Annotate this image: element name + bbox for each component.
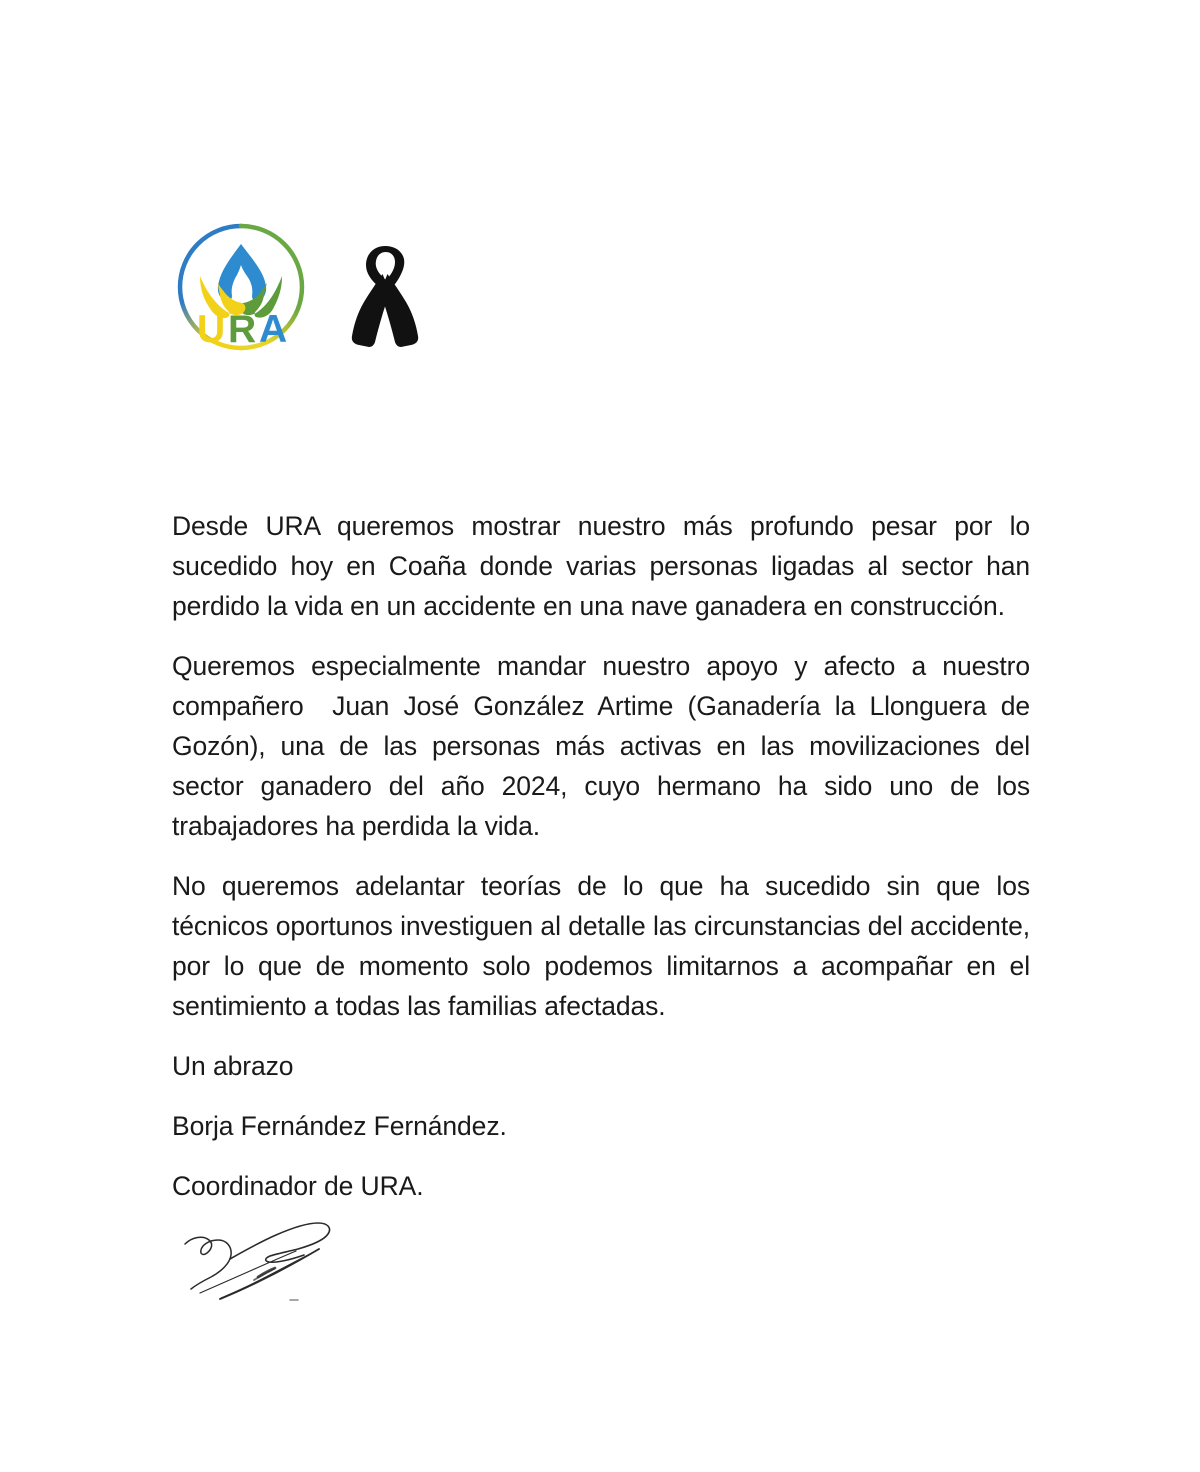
paragraph-1: Desde URA queremos mostrar nuestro más profundo pesar por lo sucedido hoy en Coaña donde varias personas ligadas al sector han perdido la vida en un accidente en una nave ganadera en construcción. bbox=[172, 511, 1038, 621]
handwritten-signature bbox=[178, 1207, 408, 1307]
ura-letter-a: A bbox=[259, 308, 288, 351]
ura-logo bbox=[172, 218, 310, 368]
signer-title: Coordinador de URA. bbox=[172, 1171, 424, 1201]
black-mourning-ribbon-icon bbox=[346, 240, 424, 358]
ura-letter-r: R bbox=[228, 308, 257, 351]
closing-salutation: Un abrazo bbox=[172, 1051, 294, 1081]
signer-name: Borja Fernández Fernández. bbox=[172, 1111, 507, 1141]
letter-body bbox=[172, 506, 1038, 1226]
signature-area bbox=[178, 1207, 408, 1307]
paragraph-2: Queremos especialmente mandar nuestro apoyo y afecto a nuestro compañero Juan José González Artime (Ganadería la Llonguera de Gozón), una de las personas más activas en las movilizaciones del sector ganadero del año 2024, cuyo hermano ha sido uno de los trabajadores ha perdida la vida. bbox=[172, 651, 1038, 841]
paragraph-3: No queremos adelantar teorías de lo que ha sucedido sin que los técnicos oportunos investiguen al detalle las circunstancias del accidente, por lo que de momento solo podemos limitarnos a acompañar en el sentimiento a todas las familias afectadas. bbox=[172, 871, 1038, 1021]
ura-letter-u: U bbox=[197, 308, 226, 351]
letterhead bbox=[172, 218, 424, 368]
